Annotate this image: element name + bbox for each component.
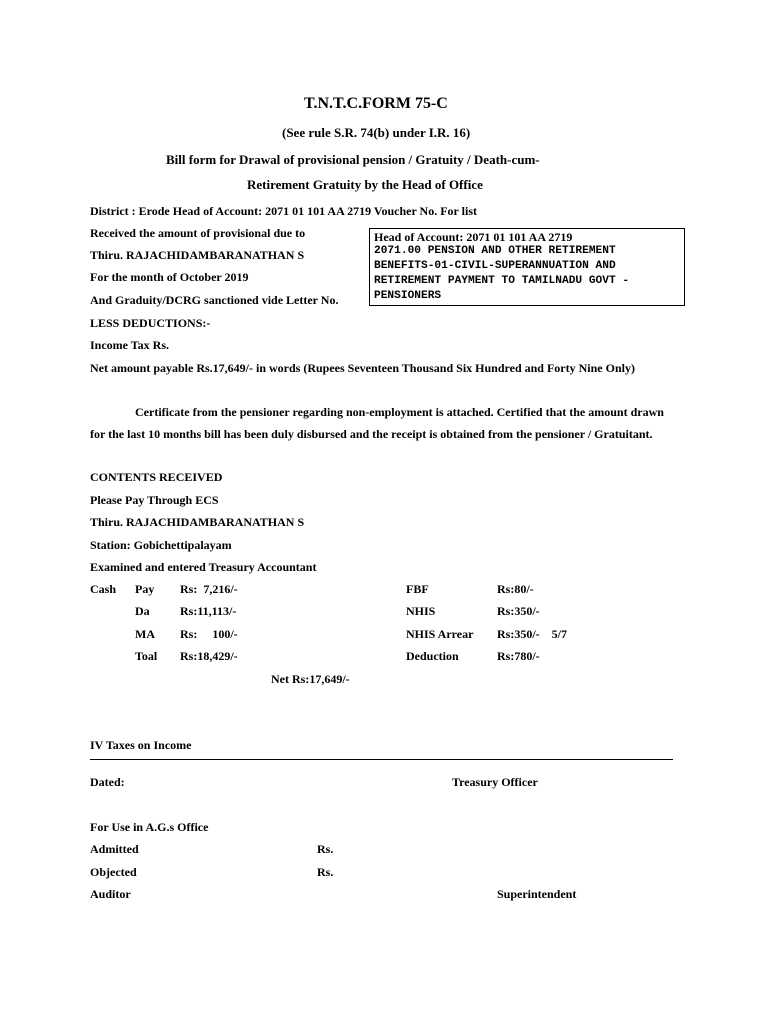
head-of-account-box [369,228,685,306]
taxes-on-income: IV Taxes on Income [90,738,192,752]
certificate-text: Certificate from the pensioner regarding non-employment is attached. Certified that the amount drawn for the last 10 months bill has been duly disbursed and the receipt is obtained from the pensioner / Gratuitant. [90,405,664,441]
station-line: Station: Gobichettipalayam [90,538,232,552]
deduction-label-nhis: NHIS [406,604,436,618]
district-line: District : Erode Head of Account: 2071 01 101 AA 2719 Voucher No. For list [90,204,477,218]
deduction-value-total: Rs:780/- [497,649,540,663]
ag-office-title: For Use in A.G.s Office [90,820,209,834]
auditor-label: Auditor [90,887,131,901]
box-account-desc-4: PENSIONERS [374,290,442,302]
earning-value-total: Rs:18,429/- [180,649,238,663]
net-amount-line: Net amount payable Rs.17,649/- in words (Rupees Seventeen Thousand Six Hundred and Forty Nine Only) [90,361,635,375]
less-deductions: LESS DEDUCTIONS:- [90,316,211,330]
treasury-officer: Treasury Officer [452,775,538,789]
deduction-label-nhis-arrear: NHIS Arrear [406,627,474,641]
earning-value-da: Rs:11,113/- [180,604,237,618]
bill-heading-line1: Bill form for Drawal of provisional pension / Gratuity / Death-cum- [166,152,540,167]
box-account-desc-3: RETIREMENT PAYMENT TO TAMILNADU GOVT - [374,275,630,287]
box-head-of-account: Head of Account: 2071 01 101 AA 2719 [374,230,573,244]
superintendent-label: Superintendent [497,887,577,901]
dated-label: Dated: [90,775,125,789]
earning-label-da: Da [135,604,150,618]
deduction-label-fbf: FBF [406,582,429,596]
graduity-line: And Graduity/DCRG sanctioned vide Letter No. [90,293,339,307]
contents-received: CONTENTS RECEIVED [90,470,223,484]
payee-name-2: Thiru. RAJACHIDAMBARANATHAN S [90,515,305,529]
month-line: For the month of October 2019 [90,270,249,284]
form-title: T.N.T.C.FORM 75-C [304,95,448,112]
net-amount: Net Rs:17,649/- [271,672,350,686]
objected-label: Objected [90,865,137,879]
deduction-value-nhis: Rs:350/- [497,604,540,618]
rule-reference: (See rule S.R. 74(b) under I.R. 16) [282,125,471,140]
received-line: Received the amount of provisional due to [90,226,306,240]
earning-value-pay: Rs: 7,216/- [180,582,238,596]
cash-label: Cash [90,582,117,596]
earning-label-pay: Pay [135,582,155,596]
deduction-value-fbf: Rs:80/- [497,582,534,596]
earning-label-ma: MA [135,627,155,641]
admitted-rs: Rs. [317,842,334,856]
pay-through-ecs: Please Pay Through ECS [90,493,219,507]
deduction-label-total: Deduction [406,649,459,663]
earning-value-ma: Rs: 100/- [180,627,238,641]
payee-name: Thiru. RAJACHIDAMBARANATHAN S [90,248,305,262]
deduction-value-nhis-arrear: Rs:350/- 5/7 [497,627,567,641]
earning-label-total: Toal [135,649,158,663]
income-tax-line: Income Tax Rs. [90,338,170,352]
examined-line: Examined and entered Treasury Accountant [90,560,317,574]
certificate-paragraph [90,402,680,445]
bill-heading-line2: Retirement Gratuity by the Head of Office [247,177,483,192]
divider-line [90,759,673,760]
objected-rs: Rs. [317,865,334,879]
box-account-desc-2: BENEFITS-01-CIVIL-SUPERANNUATION AND [374,260,616,272]
admitted-label: Admitted [90,842,139,856]
box-account-desc-1: 2071.00 PENSION AND OTHER RETIREMENT [374,245,616,257]
